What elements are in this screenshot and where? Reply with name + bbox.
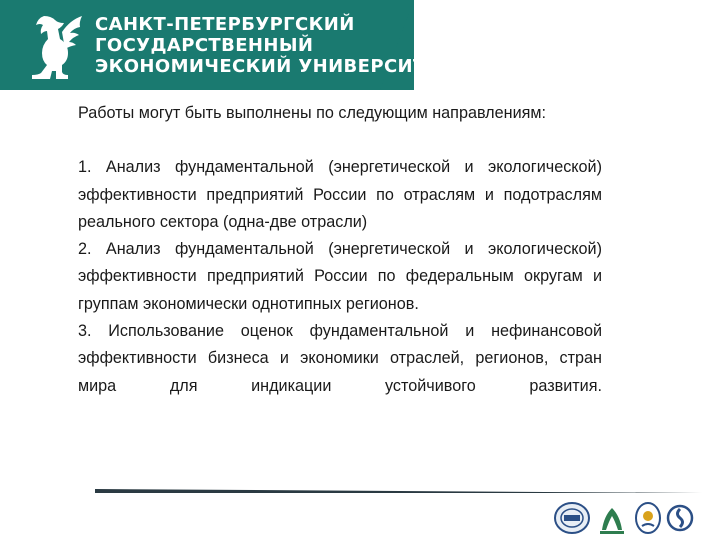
title-line-1: САНКТ-ПЕТЕРБУРГСКИЙ: [95, 14, 355, 35]
bottom-divider: [95, 489, 702, 493]
partner-logo-4-icon: [666, 500, 694, 536]
intro-paragraph: Работы могут быть выполнены по следующим направлениям:: [78, 104, 547, 122]
slide-body: [78, 100, 602, 400]
partner-logo-2-icon: [596, 500, 628, 536]
list-item-1: 1. Анализ фундаментальной (энергетической и экологической) эффективности предприятий России по отраслям и подотраслям реального сектора (одна‑две отрасли): [78, 158, 602, 231]
title-line-3: ЭКОНОМИЧЕСКИЙ УНИВЕРСИТЕТ: [95, 56, 452, 77]
griffin-logo-icon: [22, 10, 86, 82]
partner-logo-3-icon: [634, 500, 662, 536]
partner-logo-1-icon: [552, 500, 592, 536]
list-item-3: 3. Использование оценок фундаментальной и нефинансовой эффективности бизнеса и экономики отраслей, регионов, стран мира для индикации устойчивого развития.: [78, 322, 602, 395]
university-title: [95, 14, 451, 77]
title-line-2: ГОСУДАРСТВЕННЫЙ: [95, 35, 314, 56]
list-item-2: 2. Анализ фундаментальной (энергетической и экологической) эффективности предприятий России по федеральным округам и группам экономически однотипных регионов.: [78, 240, 602, 313]
